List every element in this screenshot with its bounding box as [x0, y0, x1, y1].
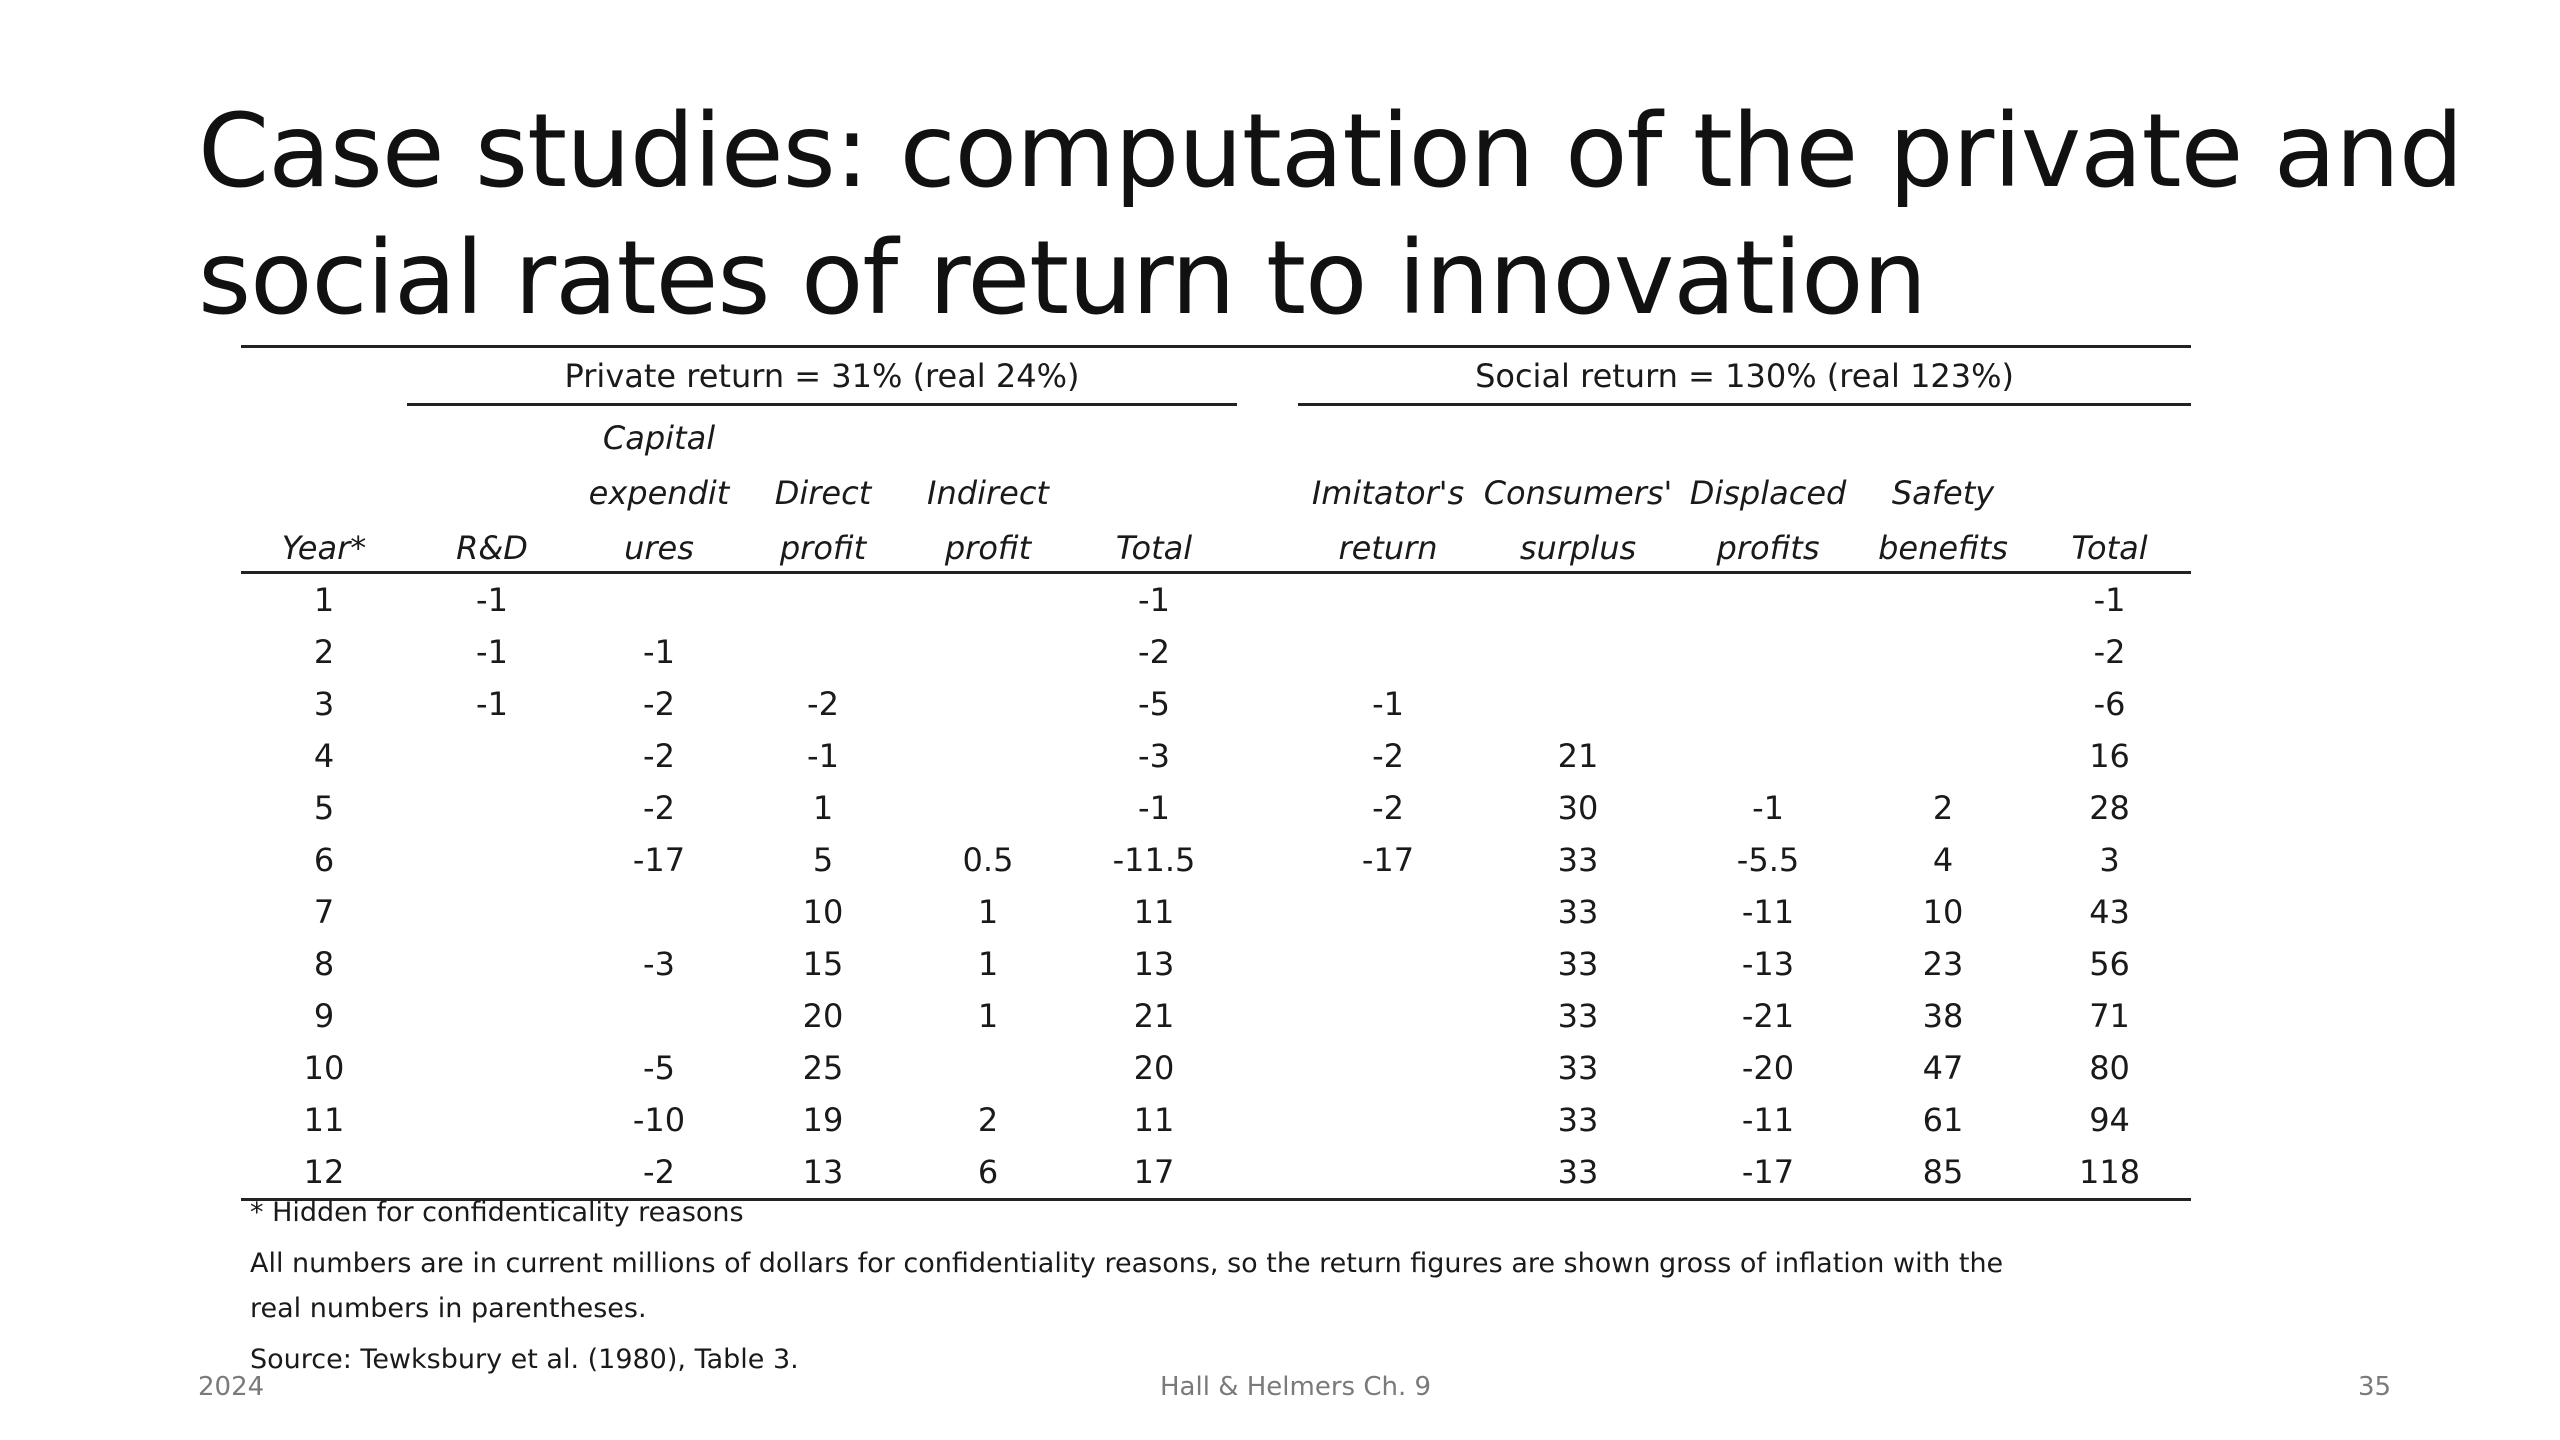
cell-indirect: 0.5 — [962, 841, 1014, 879]
cell-rd — [407, 886, 577, 938]
table-row — [241, 938, 2191, 990]
header-capex: Capital — [602, 419, 716, 457]
cell-consumers: 33 — [1478, 1146, 1678, 1200]
cell-private-total: -2 — [1138, 633, 1170, 671]
cell-safety: 23 — [1922, 945, 1964, 983]
header-rd — [407, 461, 577, 516]
table-row — [241, 1042, 2191, 1094]
cell-direct — [741, 573, 905, 627]
table-row — [241, 834, 2191, 886]
table-notes — [250, 1190, 2200, 1382]
cell-direct — [741, 626, 905, 678]
header-year — [241, 405, 407, 462]
group-header-row — [241, 347, 2191, 405]
header-social-total: Total — [2028, 516, 2191, 573]
cell-private-total: -11.5 — [1112, 841, 1196, 879]
header-rd: R&D — [407, 516, 577, 573]
cell-capex: -10 — [632, 1101, 686, 1139]
cell-year: 5 — [313, 789, 335, 827]
column-header-row-3 — [241, 516, 2191, 573]
slide-title — [198, 88, 2463, 342]
cell-year: 8 — [313, 945, 335, 983]
cell-indirect — [905, 573, 1071, 627]
header-displaced: profits — [1678, 516, 1858, 573]
social-return-header: Social return = 130% (real 123%) — [1298, 347, 2191, 405]
cell-safety: 10 — [1922, 893, 1964, 931]
cell-year: 12 — [241, 1146, 407, 1200]
cell-indirect — [905, 730, 1071, 782]
cell-social-total: 118 — [2028, 1146, 2191, 1200]
header-consumers — [1478, 405, 1678, 462]
cell-capex: -2 — [643, 789, 675, 827]
cell-private-total: 20 — [1133, 1049, 1175, 1087]
cell-displaced: -11 — [1741, 893, 1795, 931]
cell-capex: -3 — [643, 945, 675, 983]
slide-title-line-2: social rates of return to innovation — [198, 219, 1927, 338]
cell-rd — [407, 730, 577, 782]
footer-date: 2024 — [198, 1372, 265, 1402]
cell-indirect — [905, 678, 1071, 730]
note-hidden: * Hidden for confidenticality reasons — [250, 1197, 744, 1228]
cell-displaced — [1678, 730, 1858, 782]
cell-consumers: 33 — [1557, 945, 1599, 983]
cell-indirect: 6 — [905, 1146, 1071, 1200]
cell-imitator — [1298, 573, 1478, 627]
cell-indirect: 1 — [977, 997, 999, 1035]
cell-private-total: 11 — [1133, 1101, 1175, 1139]
header-displaced — [1678, 405, 1858, 462]
cell-indirect — [905, 782, 1071, 834]
cell-social-total: 16 — [2089, 737, 2130, 775]
cell-direct: 1 — [812, 789, 834, 827]
cell-direct: 13 — [741, 1146, 905, 1200]
header-rd — [407, 405, 577, 462]
cell-safety: 61 — [1922, 1101, 1964, 1139]
cell-capex — [577, 886, 741, 938]
cell-capex: -17 — [632, 841, 686, 879]
cell-direct: 20 — [802, 997, 844, 1035]
footer-title: Hall & Helmers Ch. 9 — [1160, 1372, 1432, 1402]
cell-displaced: -5.5 — [1736, 841, 1800, 879]
cell-imitator — [1298, 626, 1478, 678]
note-numbers-line-2: real numbers in parentheses. — [250, 1293, 647, 1324]
cell-capex: -2 — [643, 737, 675, 775]
table-row — [241, 730, 2191, 782]
cell-rd — [407, 938, 577, 990]
table-row — [241, 1094, 2191, 1146]
cell-safety — [1858, 626, 2028, 678]
cell-year: 9 — [313, 997, 335, 1035]
cell-social-total: 80 — [2089, 1049, 2130, 1087]
cell-private-total: -1 — [1138, 789, 1170, 827]
cell-capex: -2 — [577, 1146, 741, 1200]
header-year: Year* — [241, 516, 407, 573]
cell-imitator: -2 — [1372, 737, 1404, 775]
cell-safety — [1858, 730, 2028, 782]
cell-social-total: 3 — [2099, 841, 2120, 879]
header-consumers: Consumers' — [1483, 474, 1673, 512]
cell-capex: -5 — [643, 1049, 675, 1087]
cell-safety: 47 — [1922, 1049, 1964, 1087]
cell-capex — [577, 573, 741, 627]
column-header-row-1 — [241, 405, 2191, 462]
header-imitator: Imitator's — [1311, 474, 1465, 512]
cell-consumers: 33 — [1557, 997, 1599, 1035]
cell-year: 4 — [313, 737, 335, 775]
cell-safety: 2 — [1932, 789, 1954, 827]
header-imitator: return — [1298, 516, 1478, 573]
cell-social-total: 71 — [2089, 997, 2130, 1035]
column-header-row-2 — [241, 461, 2191, 516]
header-direct: profit — [741, 516, 905, 573]
header-consumers: surplus — [1478, 516, 1678, 573]
cell-direct: -1 — [807, 737, 839, 775]
cell-year: 3 — [313, 685, 335, 723]
cell-direct: 10 — [802, 893, 844, 931]
cell-indirect — [905, 626, 1071, 678]
header-private-total: Total — [1071, 516, 1237, 573]
table-row — [241, 626, 2191, 678]
header-social-total — [2028, 461, 2191, 516]
header-private-total — [1071, 405, 1237, 462]
cell-capex: -2 — [643, 685, 675, 723]
table-row — [241, 990, 2191, 1042]
header-capex: ures — [577, 516, 741, 573]
cell-rd — [407, 1094, 577, 1146]
cell-private-total: -5 — [1138, 685, 1170, 723]
cell-social-total: -2 — [2093, 633, 2126, 671]
cell-rd — [407, 782, 577, 834]
header-capex: expendit — [588, 474, 730, 512]
cell-private-total: 21 — [1133, 997, 1175, 1035]
cell-consumers: 33 — [1557, 841, 1599, 879]
cell-year: 2 — [313, 633, 335, 671]
cell-year: 6 — [313, 841, 335, 879]
cell-displaced — [1678, 678, 1858, 730]
cell-consumers — [1478, 626, 1678, 678]
cell-consumers — [1478, 678, 1678, 730]
cell-social-total: 43 — [2089, 893, 2130, 931]
cell-social-total: 56 — [2089, 945, 2130, 983]
cell-consumers: 33 — [1557, 1049, 1599, 1087]
private-return-header: Private return = 31% (real 24%) — [407, 347, 1237, 405]
cell-social-total: 28 — [2089, 789, 2130, 827]
cell-imitator: -2 — [1372, 789, 1404, 827]
cell-consumers — [1478, 573, 1678, 627]
returns-table-grid — [241, 345, 2191, 1201]
cell-rd — [407, 1042, 577, 1094]
cell-imitator: -17 — [1361, 841, 1415, 879]
cell-imitator — [1298, 938, 1478, 990]
header-indirect — [905, 405, 1071, 462]
table-row — [241, 782, 2191, 834]
cell-displaced: -21 — [1741, 997, 1795, 1035]
note-source: Source: Tewksbury et al. (1980), Table 3. — [250, 1344, 799, 1375]
cell-displaced: -1 — [1752, 789, 1784, 827]
cell-private-total: 13 — [1133, 945, 1175, 983]
cell-rd: -1 — [476, 581, 508, 619]
header-social-total — [2028, 405, 2191, 462]
cell-displaced — [1678, 626, 1858, 678]
cell-capex — [577, 990, 741, 1042]
cell-social-total: 94 — [2089, 1101, 2130, 1139]
header-imitator — [1298, 405, 1478, 462]
cell-imitator — [1298, 1042, 1478, 1094]
cell-safety: 38 — [1922, 997, 1964, 1035]
cell-year: 1 — [313, 581, 335, 619]
header-private-total — [1071, 461, 1237, 516]
table-row — [241, 886, 2191, 938]
cell-safety: 4 — [1932, 841, 1954, 879]
cell-direct: -2 — [807, 685, 839, 723]
cell-consumers: 30 — [1557, 789, 1599, 827]
cell-direct: 19 — [802, 1101, 844, 1139]
cell-imitator: -1 — [1372, 685, 1404, 723]
cell-rd: -1 — [476, 685, 508, 723]
cell-year: 7 — [313, 893, 335, 931]
cell-year: 10 — [303, 1049, 345, 1087]
cell-direct: 25 — [802, 1049, 844, 1087]
cell-capex: -1 — [643, 633, 675, 671]
header-indirect: profit — [905, 516, 1071, 573]
cell-indirect: 2 — [977, 1101, 999, 1139]
cell-safety — [1858, 678, 2028, 730]
header-direct: Direct — [774, 474, 872, 512]
cell-imitator — [1298, 886, 1478, 938]
cell-private-total: -3 — [1138, 737, 1170, 775]
note-numbers-line-1: All numbers are in current millions of dollars for confidentiality reasons, so the return figures are shown gross of inflation with the — [250, 1248, 2004, 1279]
cell-indirect: 1 — [977, 945, 999, 983]
cell-indirect — [905, 1042, 1071, 1094]
cell-rd — [407, 834, 577, 886]
cell-displaced: -20 — [1741, 1049, 1795, 1087]
footer-page-number: 35 — [2358, 1372, 2392, 1402]
cell-consumers: 33 — [1557, 893, 1599, 931]
cell-displaced: -11 — [1741, 1101, 1795, 1139]
cell-social-total: -1 — [2093, 581, 2126, 619]
header-safety — [1858, 405, 2028, 462]
header-safety: benefits — [1858, 516, 2028, 573]
cell-displaced: -17 — [1678, 1146, 1858, 1200]
cell-imitator — [1298, 990, 1478, 1042]
slide-title-line-1: Case studies: computation of the private and — [198, 92, 2463, 211]
cell-displaced: -13 — [1741, 945, 1795, 983]
header-safety: Safety — [1891, 474, 1995, 512]
cell-imitator — [1298, 1094, 1478, 1146]
cell-private-total: 11 — [1133, 893, 1175, 931]
header-displaced: Displaced — [1689, 474, 1847, 512]
cell-safety: 85 — [1858, 1146, 2028, 1200]
cell-rd — [407, 990, 577, 1042]
table-row — [241, 573, 2191, 627]
table-row — [241, 678, 2191, 730]
cell-indirect: 1 — [977, 893, 999, 931]
cell-rd: -1 — [476, 633, 508, 671]
cell-direct: 5 — [812, 841, 834, 879]
cell-social-total: -6 — [2093, 685, 2126, 723]
cell-consumers: 33 — [1557, 1101, 1599, 1139]
cell-safety — [1858, 573, 2028, 627]
cell-displaced — [1678, 573, 1858, 627]
cell-direct: 15 — [802, 945, 844, 983]
cell-private-total: -1 — [1138, 581, 1170, 619]
header-year — [241, 461, 407, 516]
cell-private-total: 17 — [1071, 1146, 1237, 1200]
returns-table — [241, 345, 2191, 1201]
header-indirect: Indirect — [927, 474, 1049, 512]
header-direct — [741, 405, 905, 462]
cell-consumers: 21 — [1557, 737, 1599, 775]
cell-year: 11 — [303, 1101, 345, 1139]
